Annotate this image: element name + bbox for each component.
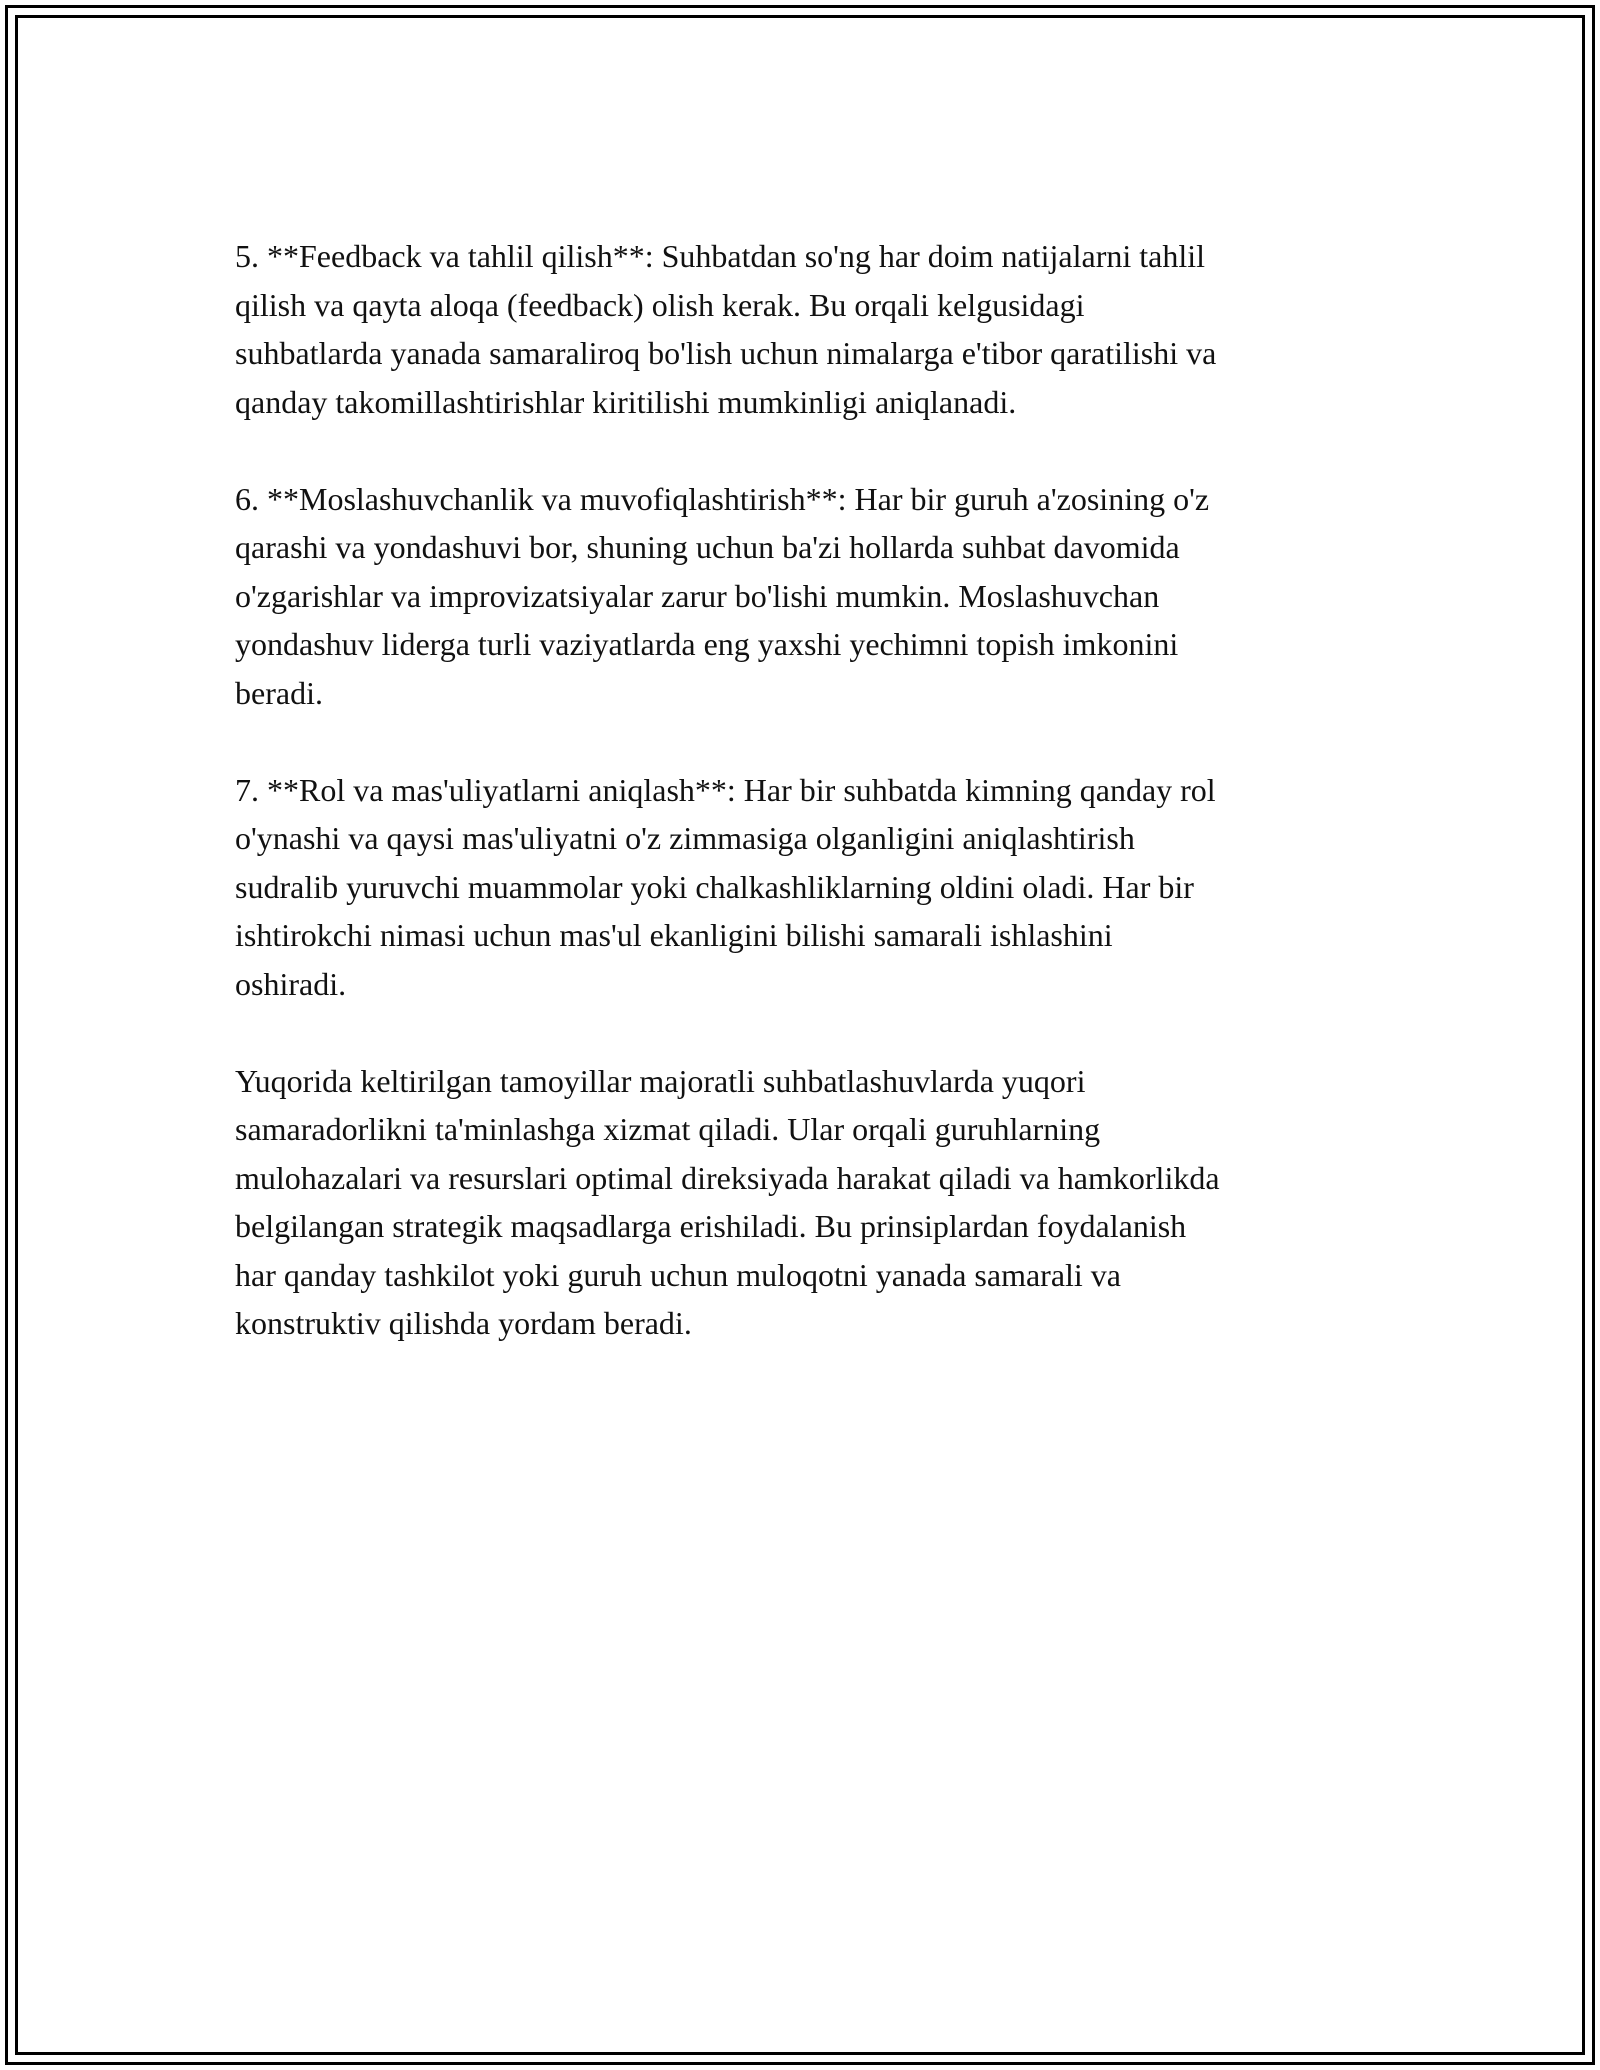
- text-line: belgilangan strategik maqsadlarga erishiladi. Bu prinsiplardan foydalanish: [235, 1208, 1187, 1244]
- text-line: 7. **Rol va mas'uliyatlarni aniqlash**: Har bir suhbatda kimning qanday rol: [235, 771, 1216, 808]
- text-line: mulohazalari va resurslari optimal direksiyada harakat qiladi va hamkorlikda: [235, 1159, 1220, 1196]
- text-line: Yuqorida keltirilgan tamoyillar majoratli suhbatlashuvlarda yuqori: [235, 1062, 1086, 1099]
- paragraph-conclusion: [235, 1057, 1385, 1348]
- text-line: ishtirokchi nimasi uchun mas'ul ekanligini bilishi samarali ishlashini: [235, 917, 1113, 953]
- text-line: 6. **Moslashuvchanlik va muvofiqlashtirish**: Har bir guruh a'zosining o'z: [235, 480, 1210, 517]
- text-line: 5. **Feedback va tahlil qilish**: Suhbatdan so'ng har doim natijalarni tahlil: [235, 238, 1206, 274]
- paragraph-feedback: [235, 232, 1385, 426]
- paragraph-roles: [235, 766, 1385, 1009]
- text-line: oshiradi.: [235, 965, 347, 1002]
- text-line: konstruktiv qilishda yordam beradi.: [235, 1305, 692, 1341]
- text-line: o'zgarishlar va improvizatsiyalar zarur bo'lishi mumkin. Moslashuvchan: [235, 577, 1160, 614]
- text-line: beradi.: [235, 674, 323, 711]
- text-line: suhbatlarda yanada samaraliroq bo'lish uchun nimalarga e'tibor qaratilishi va: [235, 335, 1217, 371]
- text-line: yondashuv liderga turli vaziyatlarda eng yaxshi yechimni topish imkonini: [235, 626, 1179, 662]
- text-line: samaradorlikni ta'minlashga xizmat qiladi. Ular orqali guruhlarning: [235, 1111, 1101, 1147]
- text-line: qanday takomillashtirishlar kiritilishi mumkinligi aniqlanadi.: [235, 383, 1017, 420]
- document-body: [235, 232, 1385, 1348]
- text-line: qilish va qayta aloqa (feedback) olish kerak. Bu orqali kelgusidagi: [235, 286, 1085, 323]
- text-line: har qanday tashkilot yoki guruh uchun muloqotni yanada samarali va: [235, 1256, 1121, 1293]
- text-line: qarashi va yondashuvi bor, shuning uchun ba'zi hollarda suhbat davomida: [235, 529, 1180, 565]
- text-line: o'ynashi va qaysi mas'uliyatni o'z zimmasiga olganligini aniqlashtirish: [235, 820, 1135, 856]
- paragraph-flexibility: [235, 475, 1385, 718]
- text-line: sudralib yuruvchi muammolar yoki chalkashliklarning oldini oladi. Har bir: [235, 868, 1194, 905]
